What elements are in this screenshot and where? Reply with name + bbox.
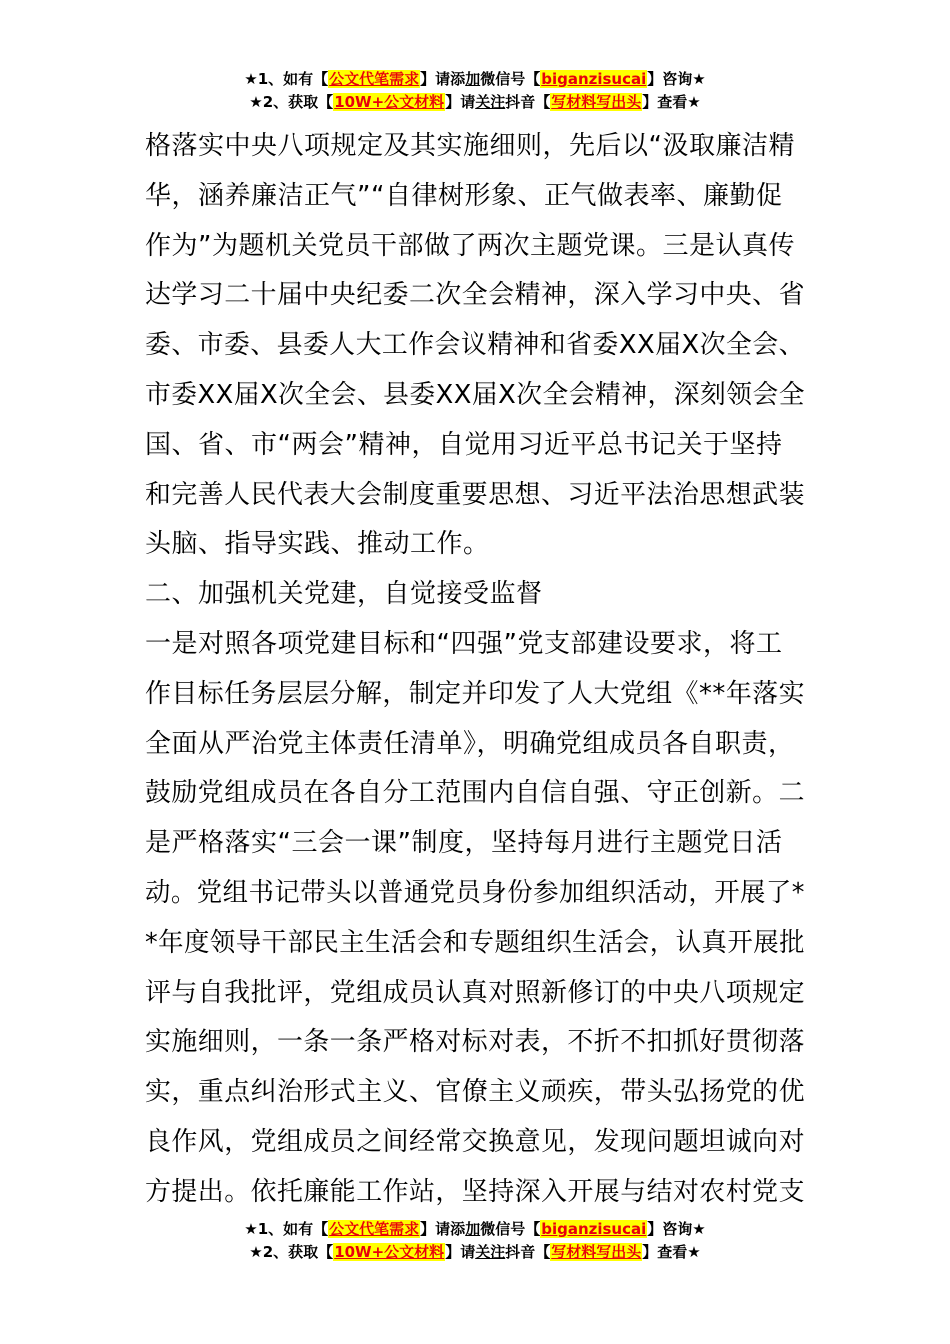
promo-text: ★1、如有【: [244, 70, 329, 88]
text-line: 是严格落实“三会一课”制度，坚持每月进行主题党日活: [145, 828, 783, 859]
text-line: 评与自我批评，党组成员认真对照新修订的中央八项规定: [145, 977, 805, 1008]
promo-text: 加: [465, 1220, 481, 1238]
text-line: 作为”为题机关党员干部做了两次主题党课。三是认真传: [145, 230, 795, 261]
document-body: [145, 122, 817, 1218]
promo-text: 微信号【: [480, 70, 541, 88]
promo-highlight: 公文代笔需求: [329, 1220, 420, 1238]
text-line: 全面从严治党主体责任清单》，明确党组成员各自职责，: [145, 728, 795, 759]
text-line: 实，重点纠治形式主义、官僚主义顽疾，带头弘扬党的优: [145, 1077, 805, 1108]
promo-highlight: 写材料写出头: [551, 93, 642, 111]
promo-highlight: biganzisucai: [541, 70, 647, 88]
promo-text: 】请添: [420, 70, 466, 88]
promo-text: 抖音【: [505, 93, 551, 111]
promo-text: 】请添: [420, 1220, 466, 1238]
text-line: 格落实中央八项规定及其实施细则，先后以“汲取廉洁精: [145, 131, 795, 161]
promo-text: 】请: [445, 1243, 476, 1261]
promo-text: 抖音【: [505, 1243, 551, 1261]
promo-text: 】请: [445, 93, 476, 111]
promo-text: 】查看★: [642, 93, 701, 111]
text-line: 华，涵养廉洁正气”“自律树形象、正气做表率、廉勤促: [145, 180, 783, 211]
text-line: 鼓励党组成员在各自分工范围内自信自强、守正创新。二: [145, 778, 805, 809]
top-promo-banner: [0, 68, 950, 114]
promo-line-1: [0, 1218, 950, 1241]
promo-text: 】咨询★: [647, 1220, 706, 1238]
promo-text: ★2、获取【: [249, 1243, 334, 1261]
promo-highlight: 10W+公文材料: [334, 93, 445, 111]
text-line: 作目标任务层层分解，制定并印发了人大党组《**年落实: [145, 678, 805, 709]
text-line: 动。党组书记带头以普通党员身份参加组织活动，开展了*: [145, 877, 805, 908]
promo-text: 微信号【: [480, 1220, 541, 1238]
promo-text: 关注: [475, 93, 506, 111]
text-line: 良作风，党组成员之间经常交换意见，发现问题坦诚向对: [145, 1126, 805, 1157]
promo-text: 关注: [475, 1243, 506, 1261]
text-line: 头脑、指导实践、推动工作。: [145, 529, 490, 560]
promo-highlight: biganzisucai: [541, 1220, 647, 1238]
promo-text: 】咨询★: [647, 70, 706, 88]
text-line: 和完善人民代表大会制度重要思想、习近平法治思想武装: [145, 479, 805, 510]
text-line: 委、市委、县委人大工作会议精神和省委XX届X次全会、: [145, 330, 805, 361]
text-line: 实施细则，一条一条严格对标对表，不折不扣抓好贯彻落: [145, 1027, 805, 1058]
text-line: 一是对照各项党建目标和“四强”党支部建设要求，将工: [145, 628, 783, 659]
text-line: *年度领导干部民主生活会和专题组织生活会，认真开展批: [145, 927, 805, 958]
text-line: 国、省、市“两会”精神，自觉用习近平总书记关于坚持: [145, 429, 783, 460]
promo-text: 】查看★: [642, 1243, 701, 1261]
text-line: 达学习二十届中央纪委二次全会精神，深入学习中央、省: [145, 280, 805, 311]
text-line: 市委XX届X次全会、县委XX届X次全会精神，深刻领会全: [145, 379, 805, 410]
promo-highlight: 公文代笔需求: [329, 70, 420, 88]
promo-line-1: [0, 68, 950, 91]
promo-text: ★1、如有【: [244, 1220, 329, 1238]
promo-text: 加: [465, 70, 481, 88]
promo-line-2: [0, 1241, 950, 1264]
promo-text: ★2、获取【: [249, 93, 334, 111]
promo-highlight: 写材料写出头: [551, 1243, 642, 1261]
bottom-promo-banner: [0, 1218, 950, 1264]
promo-line-2: [0, 91, 950, 114]
promo-highlight: 10W+公文材料: [334, 1243, 445, 1261]
text-line: 二、加强机关党建，自觉接受监督: [145, 579, 543, 610]
text-line: 方提出。依托廉能工作站，坚持深入开展与结对农村党支: [145, 1176, 805, 1207]
